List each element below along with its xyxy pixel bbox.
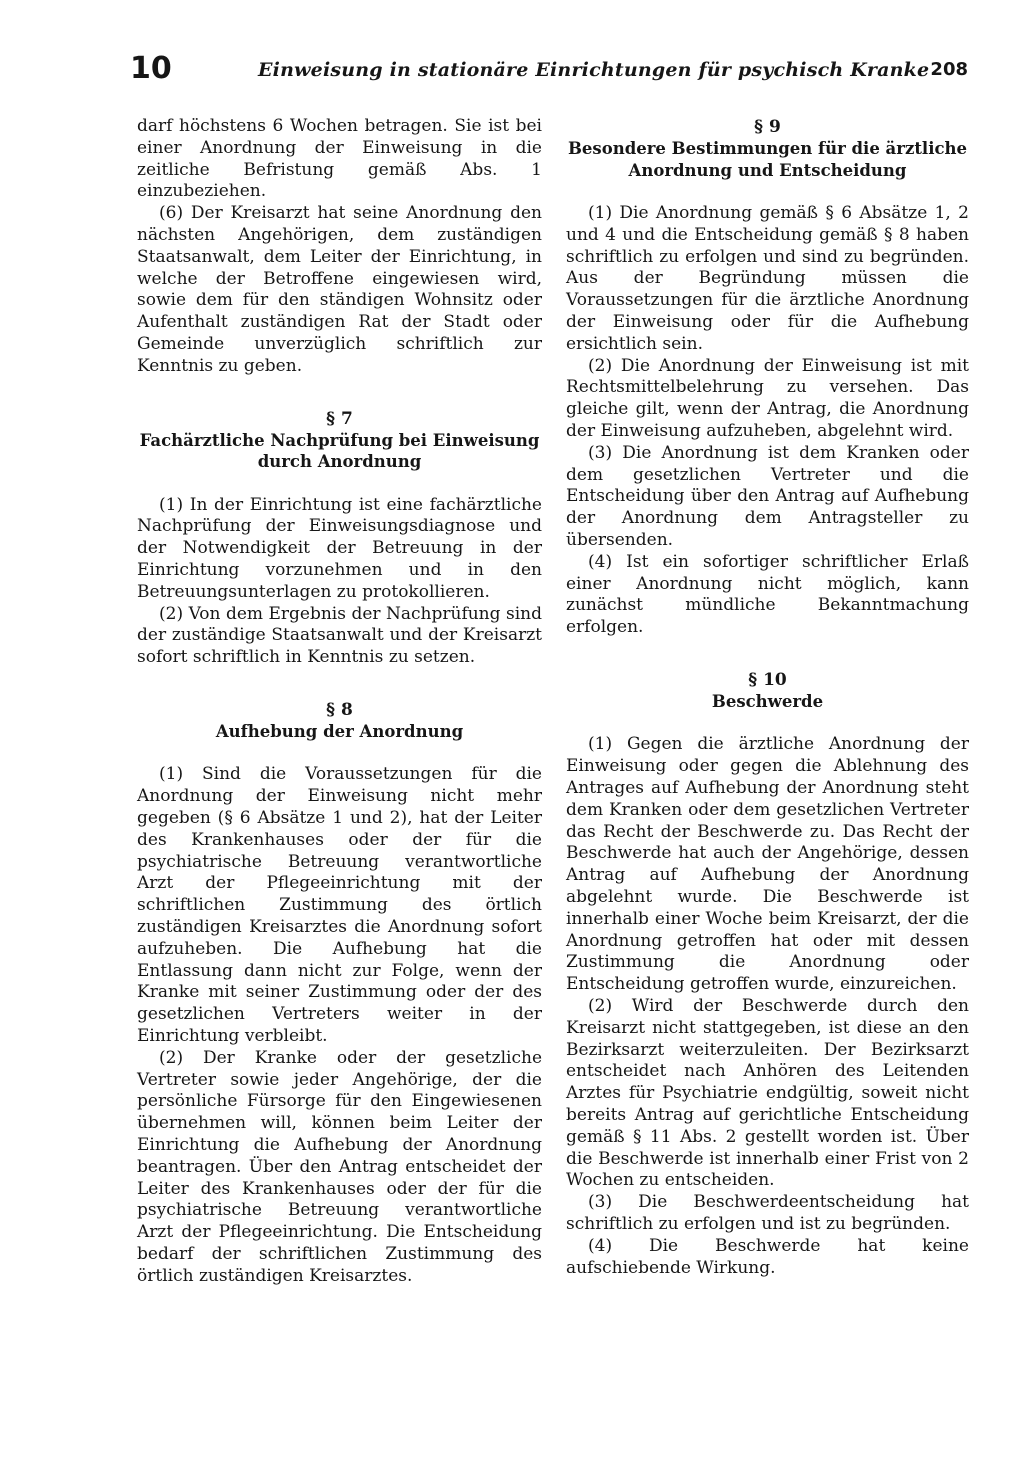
paragraph: (1) In der Einrichtung ist eine fachärztliche Nachprüfung der Einweisungsdiagnose und der Notwendigkeit der Betreuung in der Einrichtung vorzunehmen und in den Betreuungsunterlagen zu protokollieren.: [137, 494, 542, 602]
page-header: [130, 48, 968, 88]
paragraph: (6) Der Kreisarzt hat seine Anordnung den nächsten Angehörigen, dem zuständigen Staatsanwalt, dem Leiter der Einrichtung, in welche der Betroffene eingewiesen wird, sowie dem für den ständigen Wohnsitz oder Aufenthalt zuständigen Rat der Stadt oder Gemeinde unverzüglich schriftlich zur Kenntnis zu geben.: [137, 203, 542, 376]
section-heading-10: [566, 669, 969, 713]
page-number: 208: [930, 59, 968, 80]
paragraph: (1) Gegen die ärztliche Anordnung der Einweisung oder gegen die Ablehnung des Antrages auf Aufhebung der Anordnung steht dem Kranken oder dem gesetzlichen Vertreter das Recht der Beschwerde zu. Das Recht der Beschwerde hat auch der Angehörige, dessen Antrag auf Aufhebung der Anordnung abgelehnt wurde. Die Beschwerde ist innerhalb einer Woche beim Kreisarzt, der die Anordnung getroffen hat oder mit dessen Zustimmung die Anordnung oder Entscheidung getroffen wurde, einzureichen.: [566, 734, 969, 995]
paragraph: darf höchstens 6 Wochen betragen. Sie ist bei einer Anordnung der Einweisung in die zeitliche Befristung gemäß Abs. 1 einzubeziehen.: [137, 116, 542, 202]
paragraph: (2) Von dem Ergebnis der Nachprüfung sind der zuständige Staatsanwalt und der Kreisarzt sofort schriftlich in Kenntnis zu setzen.: [137, 603, 542, 668]
paragraph: (3) Die Beschwerdeentscheidung hat schriftlich zu erfolgen und ist zu begründen.: [566, 1192, 969, 1234]
right-column: [566, 116, 969, 1279]
paragraph: (2) Der Kranke oder der gesetzliche Vertreter sowie jeder Angehörige, der die persönliche Fürsorge für den Eingewiesenen übernehmen will, können beim Leiter der Einrichtung die Aufhebung der Anordnung beantragen. Über den Antrag entscheidet der Leiter des Krankenhauses oder der für die psychiatrische Betreuung verantwortliche Arzt der Pflegeeinrichtung. Die Entscheidung bedarf der schriftlichen Zustimmung des örtlich zuständigen Kreisarztes.: [137, 1047, 542, 1286]
section-title: Fachärztliche Nachprüfung bei Einweisung durch Anordnung: [139, 430, 540, 472]
section-number: § 7: [326, 408, 353, 429]
paragraph: (2) Wird der Beschwerde durch den Kreisarzt nicht stattgegeben, ist diese an den Bezirksarzt weiterzuleiten. Der Bezirksarzt entscheidet nach Anhören des Leitenden Arztes für Psychiatrie endgültig, soweit nicht bereits Antrag auf gerichtliche Entscheidung gemäß § 11 Abs. 2 gestellt worden ist. Über die Beschwerde ist innerhalb einer Frist von 2 Wochen zu entscheiden.: [566, 996, 969, 1191]
section-heading-7: [137, 408, 542, 473]
section-number: § 8: [326, 699, 353, 720]
running-title: Einweisung in stationäre Einrichtungen für psychisch Kranke: [258, 59, 930, 81]
paragraph: (3) Die Anordnung ist dem Kranken oder dem gesetzlichen Vertreter und die Entscheidung über den Antrag auf Aufhebung der Anordnung dem Antragsteller zu übersenden.: [566, 442, 969, 550]
section-number: § 9: [754, 117, 781, 137]
section-heading-8: [137, 699, 542, 743]
paragraph: (2) Die Anordnung der Einweisung ist mit Rechtsmittelbelehrung zu versehen. Das gleiche gilt, wenn der Antrag, die Anordnung der Einweisung aufzuheben, abgelehnt wird.: [566, 355, 969, 441]
section-title: Aufhebung der Anordnung: [215, 721, 464, 741]
paragraph: (1) Die Anordnung gemäß § 6 Absätze 1, 2 und 4 und die Entscheidung gemäß § 8 haben schriftlich zu erfolgen und sind zu begründen. Aus der Begründung müssen die Voraussetzungen für die ärztliche Anordnung der Einweisung oder für die Aufhebung ersichtlich sein.: [566, 203, 969, 354]
paragraph: (4) Die Beschwerde hat keine aufschiebende Wirkung.: [566, 1235, 969, 1278]
paragraph: (4) Ist ein sofortiger schriftlicher Erlaß einer Anordnung nicht möglich, kann zunächst mündliche Bekanntmachung erfolgen.: [566, 551, 969, 638]
left-column: [137, 116, 542, 1288]
paragraph: (1) Sind die Voraussetzungen für die Anordnung der Einweisung nicht mehr gegeben (§ 6 Absätze 1 und 2), hat der Leiter des Krankenhauses oder der für die psychiatrische Betreuung verantwortliche Arzt der Pflegeeinrichtung mit der schriftlichen Zustimmung des örtlich zuständigen Kreisarztes die Anordnung sofort aufzuheben. Die Aufhebung hat die Entlassung dann nicht zur Folge, wenn der Kranke mit seiner Zustimmung oder der des gesetzlichen Vertreters weiter in der Einrichtung verbleibt.: [137, 764, 542, 1046]
chapter-number: 10: [130, 51, 172, 86]
section-title: Beschwerde: [711, 691, 824, 711]
section-heading-9: [566, 116, 969, 181]
section-title: Besondere Bestimmungen für die ärztliche Anordnung und Entscheidung: [567, 139, 968, 180]
section-number: § 10: [748, 669, 787, 690]
